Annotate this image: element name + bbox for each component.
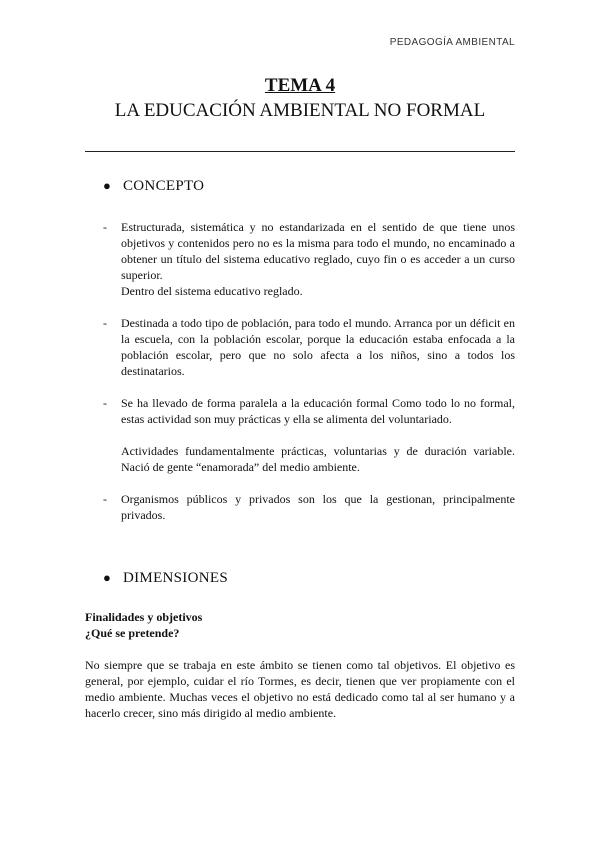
dash-marker: -	[103, 396, 107, 410]
list-item	[103, 315, 515, 379]
bullet-icon: ●	[103, 570, 112, 585]
section-heading-dimensiones	[103, 570, 228, 587]
topic-number: TEMA 4	[264, 75, 336, 96]
list-item-note: Actividades fundamentalmente prácticas, voluntarias y de duración variable. Nació de gente “enamorada” del medio ambiente.	[121, 444, 515, 474]
bullet-icon: ●	[103, 178, 112, 193]
title-divider	[85, 151, 515, 152]
list-item	[103, 395, 515, 475]
page-title: LA EDUCACIÓN AMBIENTAL NO FORMAL	[114, 100, 486, 121]
list-item-text: Estructurada, sistemática y no estandarizada en el sentido de que tiene unos objetivos y contenidos pero no es la misma para todo el mundo, no encaminado a obtener un título del sistema educativo reglado, cuyo fin o es acceder a un curso superior.	[121, 220, 515, 282]
section-title: DIMENSIONES	[123, 570, 228, 586]
body-paragraph: No siempre que se trabaja en este ámbito se tienen como tal objetivos. El objetivo es general, por ejemplo, cuidar el río Tormes, es decir, tienen que ver propiamente con el medio ambiente. Muchas veces el objetivo no está dedicado como tal al ser humano y a hacerlo crecer, sino más dirigido al medio ambiente.	[85, 658, 515, 720]
list-item-text: Organismos públicos y privados son los que la gestionan, principalmente privados.	[121, 492, 515, 522]
running-header: PEDAGOGÍA AMBIENTAL	[389, 37, 515, 48]
list-item	[103, 491, 515, 523]
list-item-text: Destinada a todo tipo de población, para todo el mundo. Arranca por un déficit en la escuela, con la población escolar, porque la educación estaba enfocada a la población escolar, pero que no solo afecta a los niños, sino a todos los destinatarios.	[121, 316, 515, 378]
subheading: Finalidades y objetivos	[85, 610, 203, 624]
list-item	[103, 219, 515, 299]
subheading-question: ¿Qué se pretende?	[85, 626, 180, 640]
dash-marker: -	[103, 316, 107, 330]
dash-marker: -	[103, 220, 107, 234]
list-item-text: Se ha llevado de forma paralela a la educación formal Como todo lo no formal, estas actividad son muy prácticas y ella se alimenta del voluntariado.	[121, 396, 515, 426]
list-item-note: Dentro del sistema educativo reglado.	[121, 284, 303, 298]
dash-marker: -	[103, 492, 107, 506]
section-title: CONCEPTO	[123, 178, 205, 194]
section-heading-concepto	[103, 178, 204, 195]
